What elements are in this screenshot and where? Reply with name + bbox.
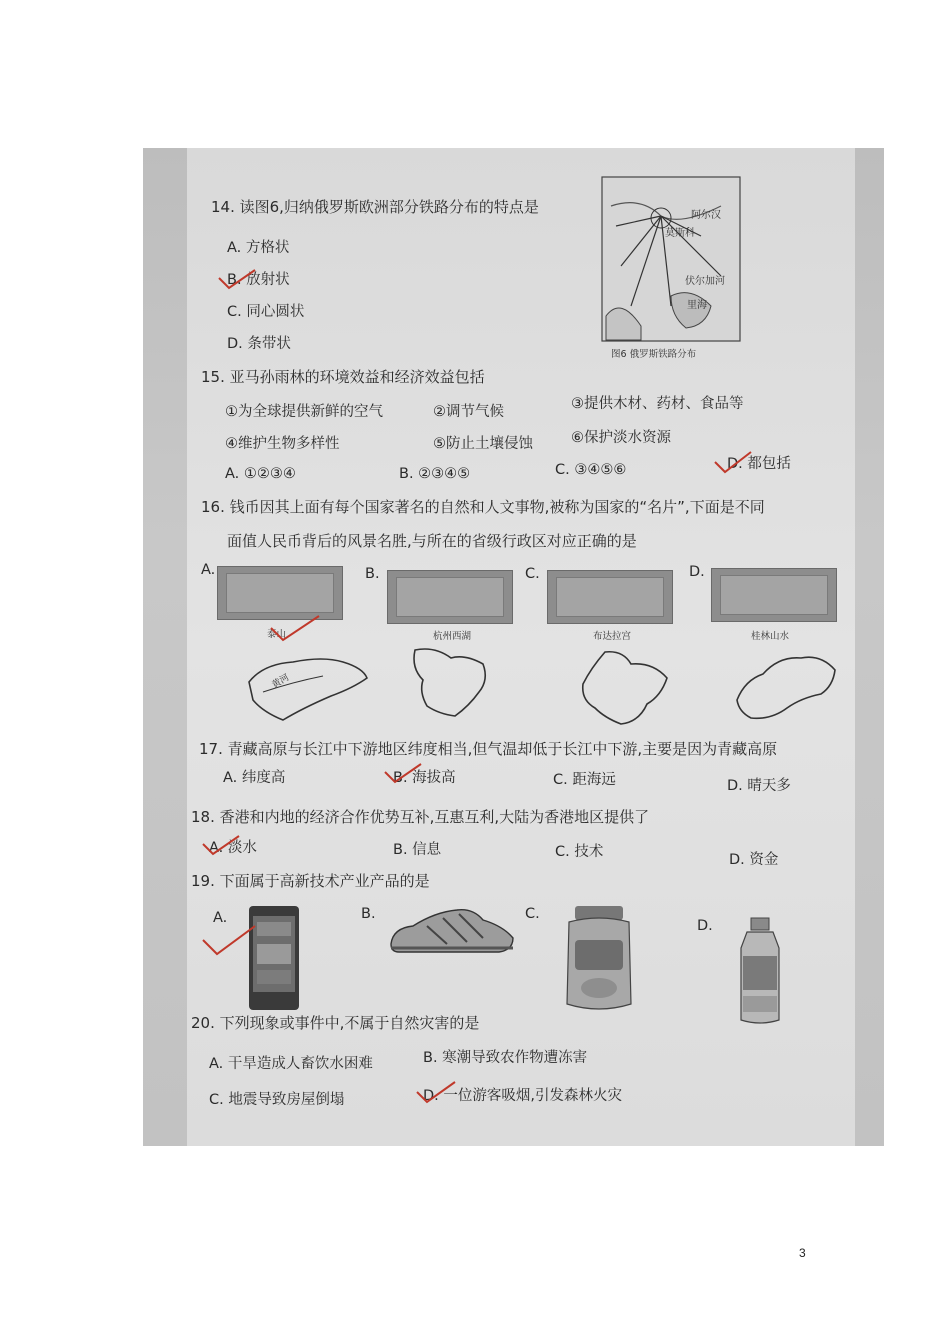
q15-option-c: C. ③④⑤⑥ xyxy=(555,462,627,478)
q18-option-c: C. 技术 xyxy=(555,844,604,860)
sneaker-image xyxy=(387,904,517,956)
q15-stem: 15. 亚马孙雨林的环境效益和经济效益包括 xyxy=(201,368,485,386)
q16-caption-d: 桂林山水 xyxy=(751,631,790,642)
q15-option-a: A. ①②③④ xyxy=(225,466,296,482)
russia-railway-map xyxy=(601,176,741,342)
scanned-photo xyxy=(143,148,884,1146)
q15-item-2: ②调节气候 xyxy=(433,404,504,420)
banknote-image-c xyxy=(547,570,673,624)
food-jar-image xyxy=(561,904,637,1016)
q18-option-d: D. 资金 xyxy=(729,852,779,868)
q17-option-c: C. 距海远 xyxy=(553,772,616,788)
q17-option-d: D. 晴天多 xyxy=(727,778,791,794)
q14-option-b: B. 放射状 xyxy=(227,272,290,288)
q19-letter-a: A. xyxy=(213,910,228,926)
province-outline-c xyxy=(575,648,675,728)
q18-stem: 18. 香港和内地的经济合作优势互补,互惠互利,大陆为香港地区提供了 xyxy=(191,808,650,826)
banknote-image-d xyxy=(711,568,837,622)
q16-letter-c: C. xyxy=(525,566,540,582)
q14-stem: 14. 读图6,归纳俄罗斯欧洲部分铁路分布的特点是 xyxy=(211,198,539,216)
q14-option-c: C. 同心圆状 xyxy=(227,304,305,320)
figure6-caption: 图6 俄罗斯铁路分布 xyxy=(611,349,697,360)
q16-caption-b: 杭州西湖 xyxy=(433,631,472,642)
q16-stem-line1: 16. 钱币因其上面有每个国家著名的自然和人文事物,被称为国家的“名片”,下面是不同 xyxy=(201,498,765,516)
q20-stem: 20. 下列现象或事件中,不属于自然灾害的是 xyxy=(191,1014,480,1032)
banknote-image-b xyxy=(387,570,513,624)
map-label-arkhangelsk: 阿尔汉 xyxy=(691,210,721,221)
drink-bottle-image xyxy=(735,916,785,1028)
q20-option-a: A. 干旱造成人畜饮水困难 xyxy=(209,1056,373,1072)
check-mark-icon xyxy=(383,762,423,786)
q16-letter-b: B. xyxy=(365,566,380,582)
map-label-volga: 伏尔加河 xyxy=(685,276,725,287)
map-label-moscow: 莫斯科 xyxy=(665,228,695,239)
q17-stem: 17. 青藏高原与长江中下游地区纬度相当,但气温却低于长江中下游,主要是因为青藏高原 xyxy=(199,740,778,758)
q18-option-a: A. 淡水 xyxy=(209,840,257,856)
q17-option-b: B. 海拔高 xyxy=(393,770,456,786)
q15-item-5: ⑤防止土壤侵蚀 xyxy=(433,436,533,452)
q19-letter-d: D. xyxy=(697,918,713,934)
q16-letter-a: A. xyxy=(201,562,216,578)
map-label-yellow-river: 黄河 xyxy=(270,672,292,691)
q14-option-d: D. 条带状 xyxy=(227,336,291,352)
exam-paper xyxy=(187,148,855,1146)
check-mark-icon xyxy=(269,614,321,644)
check-mark-icon xyxy=(201,834,241,858)
page-number: 3 xyxy=(799,1246,806,1260)
q15-option-d: D. 都包括 xyxy=(727,456,791,472)
banknote-image-a xyxy=(217,566,343,620)
province-outline-a xyxy=(243,652,373,724)
q15-option-b: B. ②③④⑤ xyxy=(399,466,471,482)
q17-option-a: A. 纬度高 xyxy=(223,770,286,786)
province-outline-b xyxy=(405,644,495,720)
q20-option-d: D. 一位游客吸烟,引发森林火灾 xyxy=(423,1088,622,1104)
check-mark-icon xyxy=(217,266,257,292)
q14-option-a: A. 方格状 xyxy=(227,240,290,256)
q16-caption-a: 泰山 xyxy=(267,629,287,640)
q16-caption-c: 布达拉宫 xyxy=(593,631,632,642)
q20-option-b: B. 寒潮导致农作物遭冻害 xyxy=(423,1050,588,1066)
q19-letter-c: C. xyxy=(525,906,540,922)
q15-item-3: ③提供木材、药材、食品等 xyxy=(571,396,744,412)
q15-item-4: ④维护生物多样性 xyxy=(225,436,340,452)
check-mark-icon xyxy=(713,450,753,476)
q20-option-c: C. 地震导致房屋倒塌 xyxy=(209,1092,345,1108)
check-mark-icon xyxy=(201,924,257,960)
q19-letter-b: B. xyxy=(361,906,376,922)
q15-item-6: ⑥保护淡水资源 xyxy=(571,430,671,446)
province-outline-d xyxy=(731,650,841,724)
q16-stem-line2: 面值人民币背后的风景名胜,与所在的省级行政区对应正确的是 xyxy=(227,532,637,550)
q16-letter-d: D. xyxy=(689,564,705,580)
map-label-caspian: 里海 xyxy=(687,300,707,311)
check-mark-icon xyxy=(415,1080,457,1106)
q19-stem: 19. 下面属于高新技术产业产品的是 xyxy=(191,872,430,890)
q15-item-1: ①为全球提供新鲜的空气 xyxy=(225,404,383,420)
q18-option-b: B. 信息 xyxy=(393,842,442,858)
